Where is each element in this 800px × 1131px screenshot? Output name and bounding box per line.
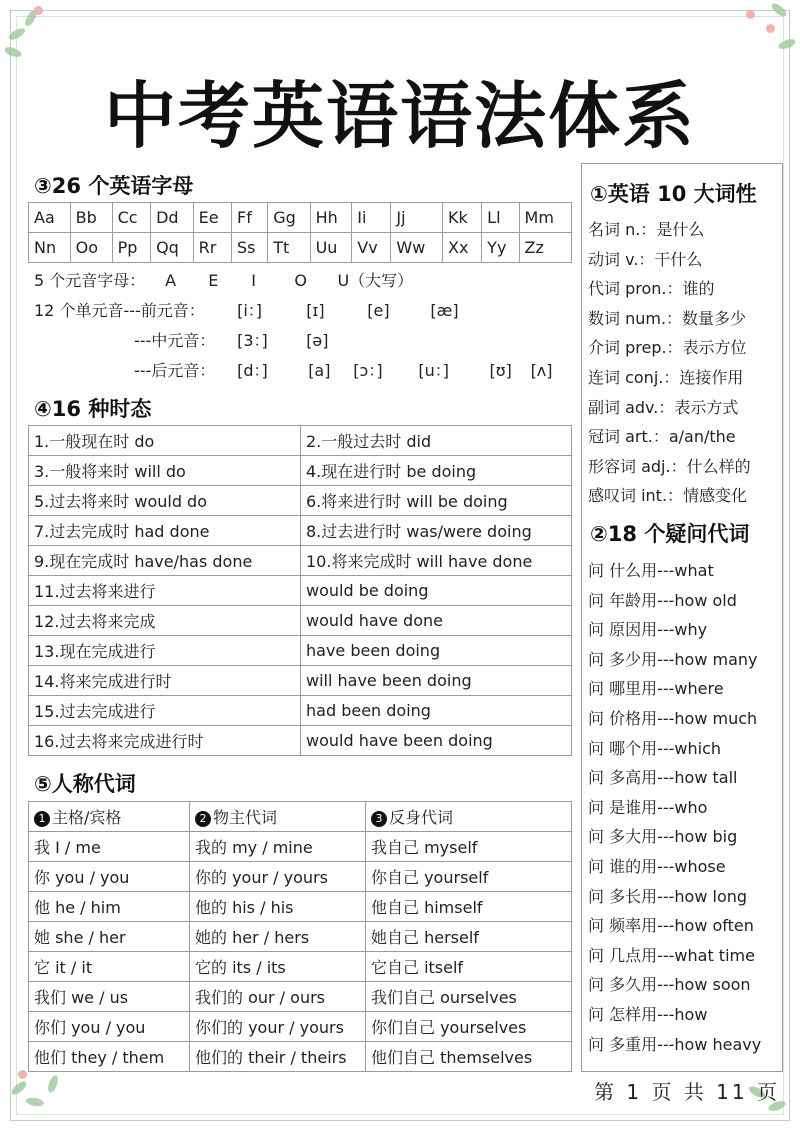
pronoun-row: [29, 1042, 572, 1072]
phoneme: [3：]: [237, 331, 268, 350]
pronoun-cell: 她的 her / hers: [190, 922, 366, 952]
pronoun-cell: 它 it / it: [29, 952, 190, 982]
phoneme: [ʌ]: [530, 361, 553, 380]
tense-cell: 3.一般将来时 will do: [29, 456, 301, 486]
tense-cell: 9.现在完成时 have/has done: [29, 546, 301, 576]
tense-row: [29, 456, 572, 486]
pronoun-row: [29, 922, 572, 952]
tense-cell: 12.过去将来完成: [29, 606, 301, 636]
phoneme: [u：]: [418, 361, 450, 380]
monophthong-label: 12 个单元音---前元音：: [34, 301, 205, 320]
tenses-table: [28, 425, 572, 756]
letter-cell: Aa: [29, 203, 71, 233]
vowel-letter: I: [251, 271, 256, 290]
vowel-letters-line: [34, 268, 413, 291]
pronoun-row: [29, 862, 572, 892]
phoneme: [a]: [308, 361, 331, 380]
pronoun-row: [29, 982, 572, 1012]
part-of-speech-item: 连词 conj.：连接作用: [588, 368, 744, 387]
pronoun-cell: 我 I / me: [29, 832, 190, 862]
header-label: 物主代词: [213, 808, 278, 827]
letter-cell: Pp: [112, 233, 150, 263]
phoneme: [i：]: [237, 301, 263, 320]
tense-cell: 4.现在进行时 be doing: [301, 456, 572, 486]
letter-cell: Bb: [70, 203, 112, 233]
question-word-item: 问 多久用---how soon: [588, 975, 751, 995]
question-word-item: 问 什么用---what: [588, 561, 714, 580]
front-vowels-line: [34, 298, 459, 321]
floral-decoration-top-left: [4, 0, 74, 60]
letter-cell: Ll: [482, 203, 519, 233]
tense-row: [29, 666, 572, 696]
pronoun-cell: 他自己 himself: [366, 892, 572, 922]
pronoun-row: [29, 832, 572, 862]
alphabet-row: [29, 203, 572, 233]
number-mark: 1: [34, 811, 50, 827]
letter-cell: Ii: [352, 203, 391, 233]
tense-cell: would have done: [301, 606, 572, 636]
pronoun-cell: 你们的 your / yours: [190, 1012, 366, 1042]
pronoun-cell: 他们自己 themselves: [366, 1042, 572, 1072]
letter-cell: Cc: [112, 203, 150, 233]
pronoun-row: [29, 952, 572, 982]
pronoun-cell: 他的 his / his: [190, 892, 366, 922]
letter-cell: Vv: [352, 233, 391, 263]
header-label: 主格/宾格: [52, 808, 122, 827]
tense-row: [29, 636, 572, 666]
pronoun-cell: 你的 your / yours: [190, 862, 366, 892]
letter-cell: Tt: [268, 233, 310, 263]
vowel-letter: A: [165, 271, 177, 290]
phoneme: [æ]: [430, 301, 459, 320]
phoneme: [ə]: [306, 331, 329, 350]
letter-cell: Rr: [193, 233, 231, 263]
tense-cell: had been doing: [301, 696, 572, 726]
pronoun-cell: 他 he / him: [29, 892, 190, 922]
question-word-item: 问 几点用---what time: [588, 945, 755, 965]
tense-cell: will have been doing: [301, 666, 572, 696]
tense-row: [29, 486, 572, 516]
letter-cell: Oo: [70, 233, 112, 263]
question-word-item: 问 是谁用---who: [588, 797, 708, 817]
vowel-letter: O: [294, 271, 307, 290]
letter-cell: Xx: [443, 233, 482, 263]
pronoun-cell: 我们自己 ourselves: [366, 982, 572, 1012]
letter-cell: Ss: [232, 233, 268, 263]
part-of-speech-item: 形容词 adj.：什么样的: [588, 456, 751, 476]
question-word-item: 问 原因用---why: [588, 620, 708, 640]
letter-cell: Zz: [519, 233, 571, 263]
pronoun-cell: 你 you / you: [29, 862, 190, 892]
tenses-heading: ④16 种时态: [34, 397, 152, 421]
question-word-item: 问 频率用---how often: [588, 916, 754, 936]
back-vowel-label: ---后元音：: [134, 361, 216, 380]
mid-vowel-label: ---中元音：: [134, 331, 216, 350]
phoneme: [ɔ：]: [353, 361, 383, 380]
tense-cell: would have been doing: [301, 726, 572, 756]
question-word-item: 问 怎样用---how: [588, 1005, 708, 1024]
tense-cell: 14.将来完成进行时: [29, 666, 301, 696]
pronouns-table: [28, 801, 572, 1072]
pronoun-header-cell: [190, 802, 366, 832]
pronoun-cell: 他们 they / them: [29, 1042, 190, 1072]
tense-cell: 15.过去完成进行: [29, 696, 301, 726]
pronoun-header-cell: [366, 802, 572, 832]
vowel-letters-label: 5 个元音字母：: [34, 271, 146, 290]
alphabet-row: [29, 233, 572, 263]
letter-cell: Uu: [310, 233, 352, 263]
pronoun-cell: 我的 my / mine: [190, 832, 366, 862]
pronoun-cell: 你们自己 yourselves: [366, 1012, 572, 1042]
floral-decoration-top-right: [726, 0, 796, 60]
tense-row: [29, 726, 572, 756]
number-mark: 3: [371, 811, 387, 827]
tense-cell: 5.过去将来时 would do: [29, 486, 301, 516]
tense-cell: 7.过去完成时 had done: [29, 516, 301, 546]
question-words-heading: ②18 个疑问代词: [590, 522, 750, 546]
letter-cell: Ff: [232, 203, 268, 233]
part-of-speech-item: 感叹词 int.：情感变化: [588, 486, 748, 506]
pronoun-row: [29, 892, 572, 922]
letter-cell: Gg: [268, 203, 310, 233]
phoneme: [d：]: [237, 361, 268, 380]
tense-cell: 1.一般现在时 do: [29, 426, 301, 456]
pronoun-cell: 我自己 myself: [366, 832, 572, 862]
number-mark: 2: [195, 811, 211, 827]
header-label: 反身代词: [389, 808, 454, 827]
mid-vowels-line: [134, 328, 329, 351]
tense-cell: 10.将来完成时 will have done: [301, 546, 572, 576]
part-of-speech-item: 数词 num.：数量多少: [588, 308, 747, 328]
letter-cell: Qq: [151, 233, 194, 263]
part-of-speech-item: 名词 n.：是什么: [588, 220, 705, 239]
pronoun-cell: 你们 you / you: [29, 1012, 190, 1042]
pronoun-cell: 我们的 our / ours: [190, 982, 366, 1012]
pronoun-row: [29, 1012, 572, 1042]
page-number: 第 1 页 共 11 页: [594, 1080, 780, 1104]
question-word-item: 问 哪个用---which: [588, 738, 722, 758]
part-of-speech-item: 冠词 art.：a/an/the: [588, 427, 736, 447]
tense-row: [29, 576, 572, 606]
tense-cell: have been doing: [301, 636, 572, 666]
part-of-speech-item: 介词 prep.：表示方位: [588, 338, 747, 358]
vowel-letter: U（大写）: [337, 271, 414, 290]
phoneme: [ʊ]: [489, 361, 512, 380]
tense-row: [29, 516, 572, 546]
pronoun-header-cell: [29, 802, 190, 832]
question-word-item: 问 多重用---how heavy: [588, 1034, 762, 1054]
floral-decoration-bottom-left: [4, 1068, 74, 1128]
pronoun-cell: 他们的 their / theirs: [190, 1042, 366, 1072]
part-of-speech-item: 动词 v.：干什么: [588, 249, 703, 269]
question-word-item: 问 谁的用---whose: [588, 857, 726, 876]
question-word-item: 问 多高用---how tall: [588, 768, 738, 788]
pronoun-cell: 她 she / her: [29, 922, 190, 952]
phoneme: [e]: [367, 301, 390, 320]
letter-cell: Ww: [391, 233, 443, 263]
question-word-item: 问 年龄用---how old: [588, 590, 737, 610]
back-vowels-line: [134, 358, 553, 381]
pronouns-heading: ⑤人称代词: [34, 772, 136, 796]
phoneme: [ɪ]: [306, 301, 325, 320]
alphabet-heading: ③26 个英语字母: [34, 174, 194, 198]
alphabet-table: [28, 202, 572, 263]
letter-cell: Dd: [151, 203, 194, 233]
letter-cell: Hh: [310, 203, 352, 233]
letter-cell: Jj: [391, 203, 443, 233]
tense-row: [29, 696, 572, 726]
letter-cell: Nn: [29, 233, 71, 263]
pronoun-cell: 你自己 yourself: [366, 862, 572, 892]
part-of-speech-item: 代词 pron.：谁的: [588, 279, 715, 299]
tense-row: [29, 426, 572, 456]
part-of-speech-item: 副词 adv.：表示方式: [588, 397, 739, 417]
tense-cell: 16.过去将来完成进行时: [29, 726, 301, 756]
letter-cell: Yy: [482, 233, 519, 263]
question-word-item: 问 多大用---how big: [588, 827, 738, 847]
pronouns-header-row: [29, 802, 572, 832]
letter-cell: Ee: [193, 203, 231, 233]
tense-cell: 11.过去将来进行: [29, 576, 301, 606]
pronoun-cell: 我们 we / us: [29, 982, 190, 1012]
tense-cell: 8.过去进行时 was/were doing: [301, 516, 572, 546]
pronoun-cell: 它自己 itself: [366, 952, 572, 982]
vowel-letter: E: [208, 271, 219, 290]
tense-cell: 13.现在完成进行: [29, 636, 301, 666]
tense-row: [29, 546, 572, 576]
tense-cell: 6.将来进行时 will be doing: [301, 486, 572, 516]
tense-cell: would be doing: [301, 576, 572, 606]
pronoun-cell: 她自己 herself: [366, 922, 572, 952]
letter-cell: Kk: [443, 203, 482, 233]
tense-row: [29, 606, 572, 636]
question-word-item: 问 多长用---how long: [588, 886, 748, 906]
question-word-item: 问 哪里用---where: [588, 679, 724, 699]
question-word-item: 问 多少用---how many: [588, 649, 758, 669]
letter-cell: Mm: [519, 203, 571, 233]
page-title: 中考英语语法体系: [103, 74, 696, 158]
pronoun-cell: 它的 its / its: [190, 952, 366, 982]
question-word-item: 问 价格用---how much: [588, 709, 758, 728]
parts-of-speech-heading: ①英语 10 大词性: [590, 182, 757, 206]
tense-cell: 2.一般过去时 did: [301, 426, 572, 456]
